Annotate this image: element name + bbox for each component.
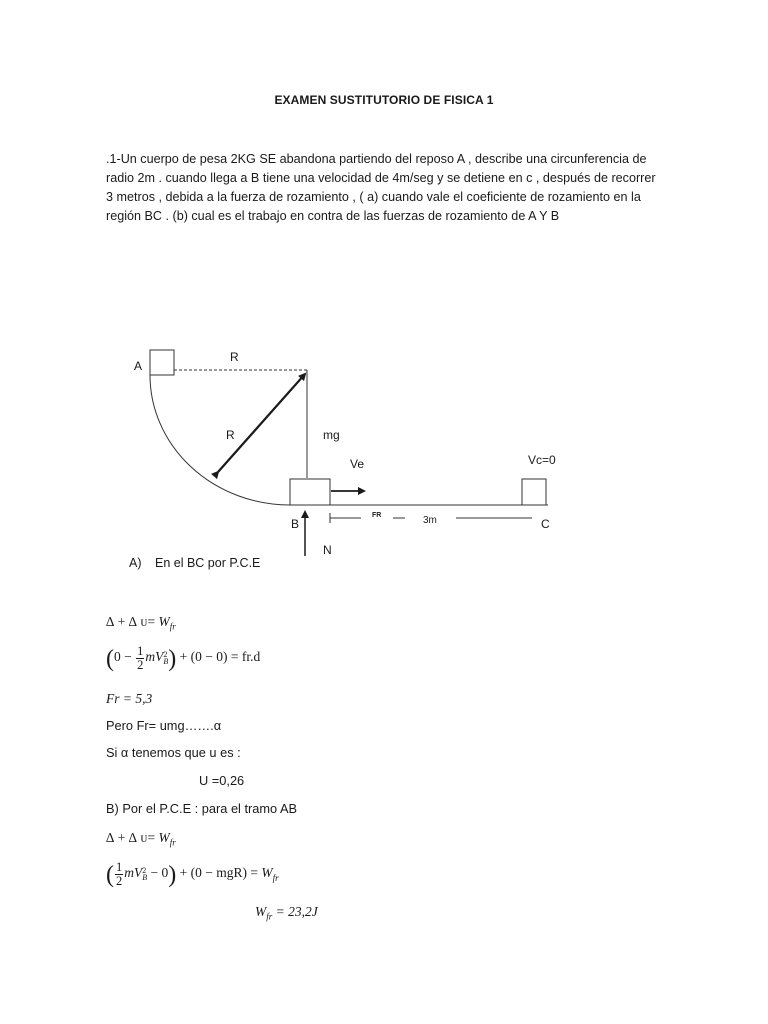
label-a: A	[134, 359, 143, 373]
equation-a4: Pero Fr= umg…….α	[106, 718, 222, 733]
equation-b2: ( $\frac{1}{2}$ mV 2 B − $0) + (0 - mgR) = W_{fr}$	[106, 860, 279, 889]
equation-a1: ∆ + ∆ ᴜ= $W_{fr}$	[106, 614, 176, 632]
physics-diagram	[0, 330, 768, 570]
solution-a-title: En el BC por P.C.E	[155, 556, 261, 570]
radius-arrow	[218, 374, 305, 472]
exam-title: EXAMEN SUSTITUTORIO DE FISICA 1	[274, 93, 494, 107]
block-b	[290, 479, 330, 505]
equation-a6: U =0,26	[199, 773, 245, 788]
label-n: N	[323, 543, 332, 557]
problem-line: .1-Un cuerpo de pesa 2KG SE abandona partiendo del reposo A , describe una circunferencia de	[106, 152, 647, 166]
solution-b-header: B) Por el P.C.E : para el tramo AB	[106, 801, 298, 816]
problem-line: radio 2m . cuando llega a B tiene una velocidad de 4m/seg y se detiene en c , después de recorrer	[106, 171, 656, 185]
label-r-top: R	[230, 350, 239, 364]
label-b: B	[291, 517, 300, 531]
label-mg: mg	[323, 428, 340, 442]
equation-a5: Si α tenemos que u es :	[106, 745, 241, 760]
label-c: C	[541, 517, 550, 531]
solution-a-header	[129, 556, 260, 570]
label-vc: Vc=0	[528, 453, 556, 467]
label-ve: Ve	[350, 457, 365, 471]
label-r-diag: R	[226, 428, 235, 442]
problem-line: región BC . (b) cual es el trabajo en contra de las fuerzas de rozamiento de A Y B	[106, 209, 560, 223]
problem-statement	[106, 150, 666, 226]
equation-a3: Fr = 5,3	[106, 691, 153, 706]
equation-b1: ∆ + ∆ ᴜ= $W_{fr}$	[106, 830, 176, 848]
solution-a-number: A)	[129, 556, 142, 570]
fraction: $\frac{1}{2}$	[116, 860, 123, 888]
label-fr: FR	[372, 512, 382, 519]
equation-b3: $W_{fr} = 23,2J$	[255, 904, 318, 922]
equation-a2: (0 − $\frac{1}{2}$ mV 2 B ) + (0 − 0) = fr.d	[106, 644, 261, 673]
label-3m: 3m	[423, 515, 437, 526]
circular-track	[150, 375, 290, 505]
fraction: $\frac{1}{2}$	[137, 644, 144, 672]
problem-line: 3 metros , debida a la fuerza de rozamiento , ( a) cuando vale el coeficiente de rozamiento en la	[106, 190, 641, 204]
block-c	[522, 479, 546, 505]
block-a	[150, 350, 174, 375]
